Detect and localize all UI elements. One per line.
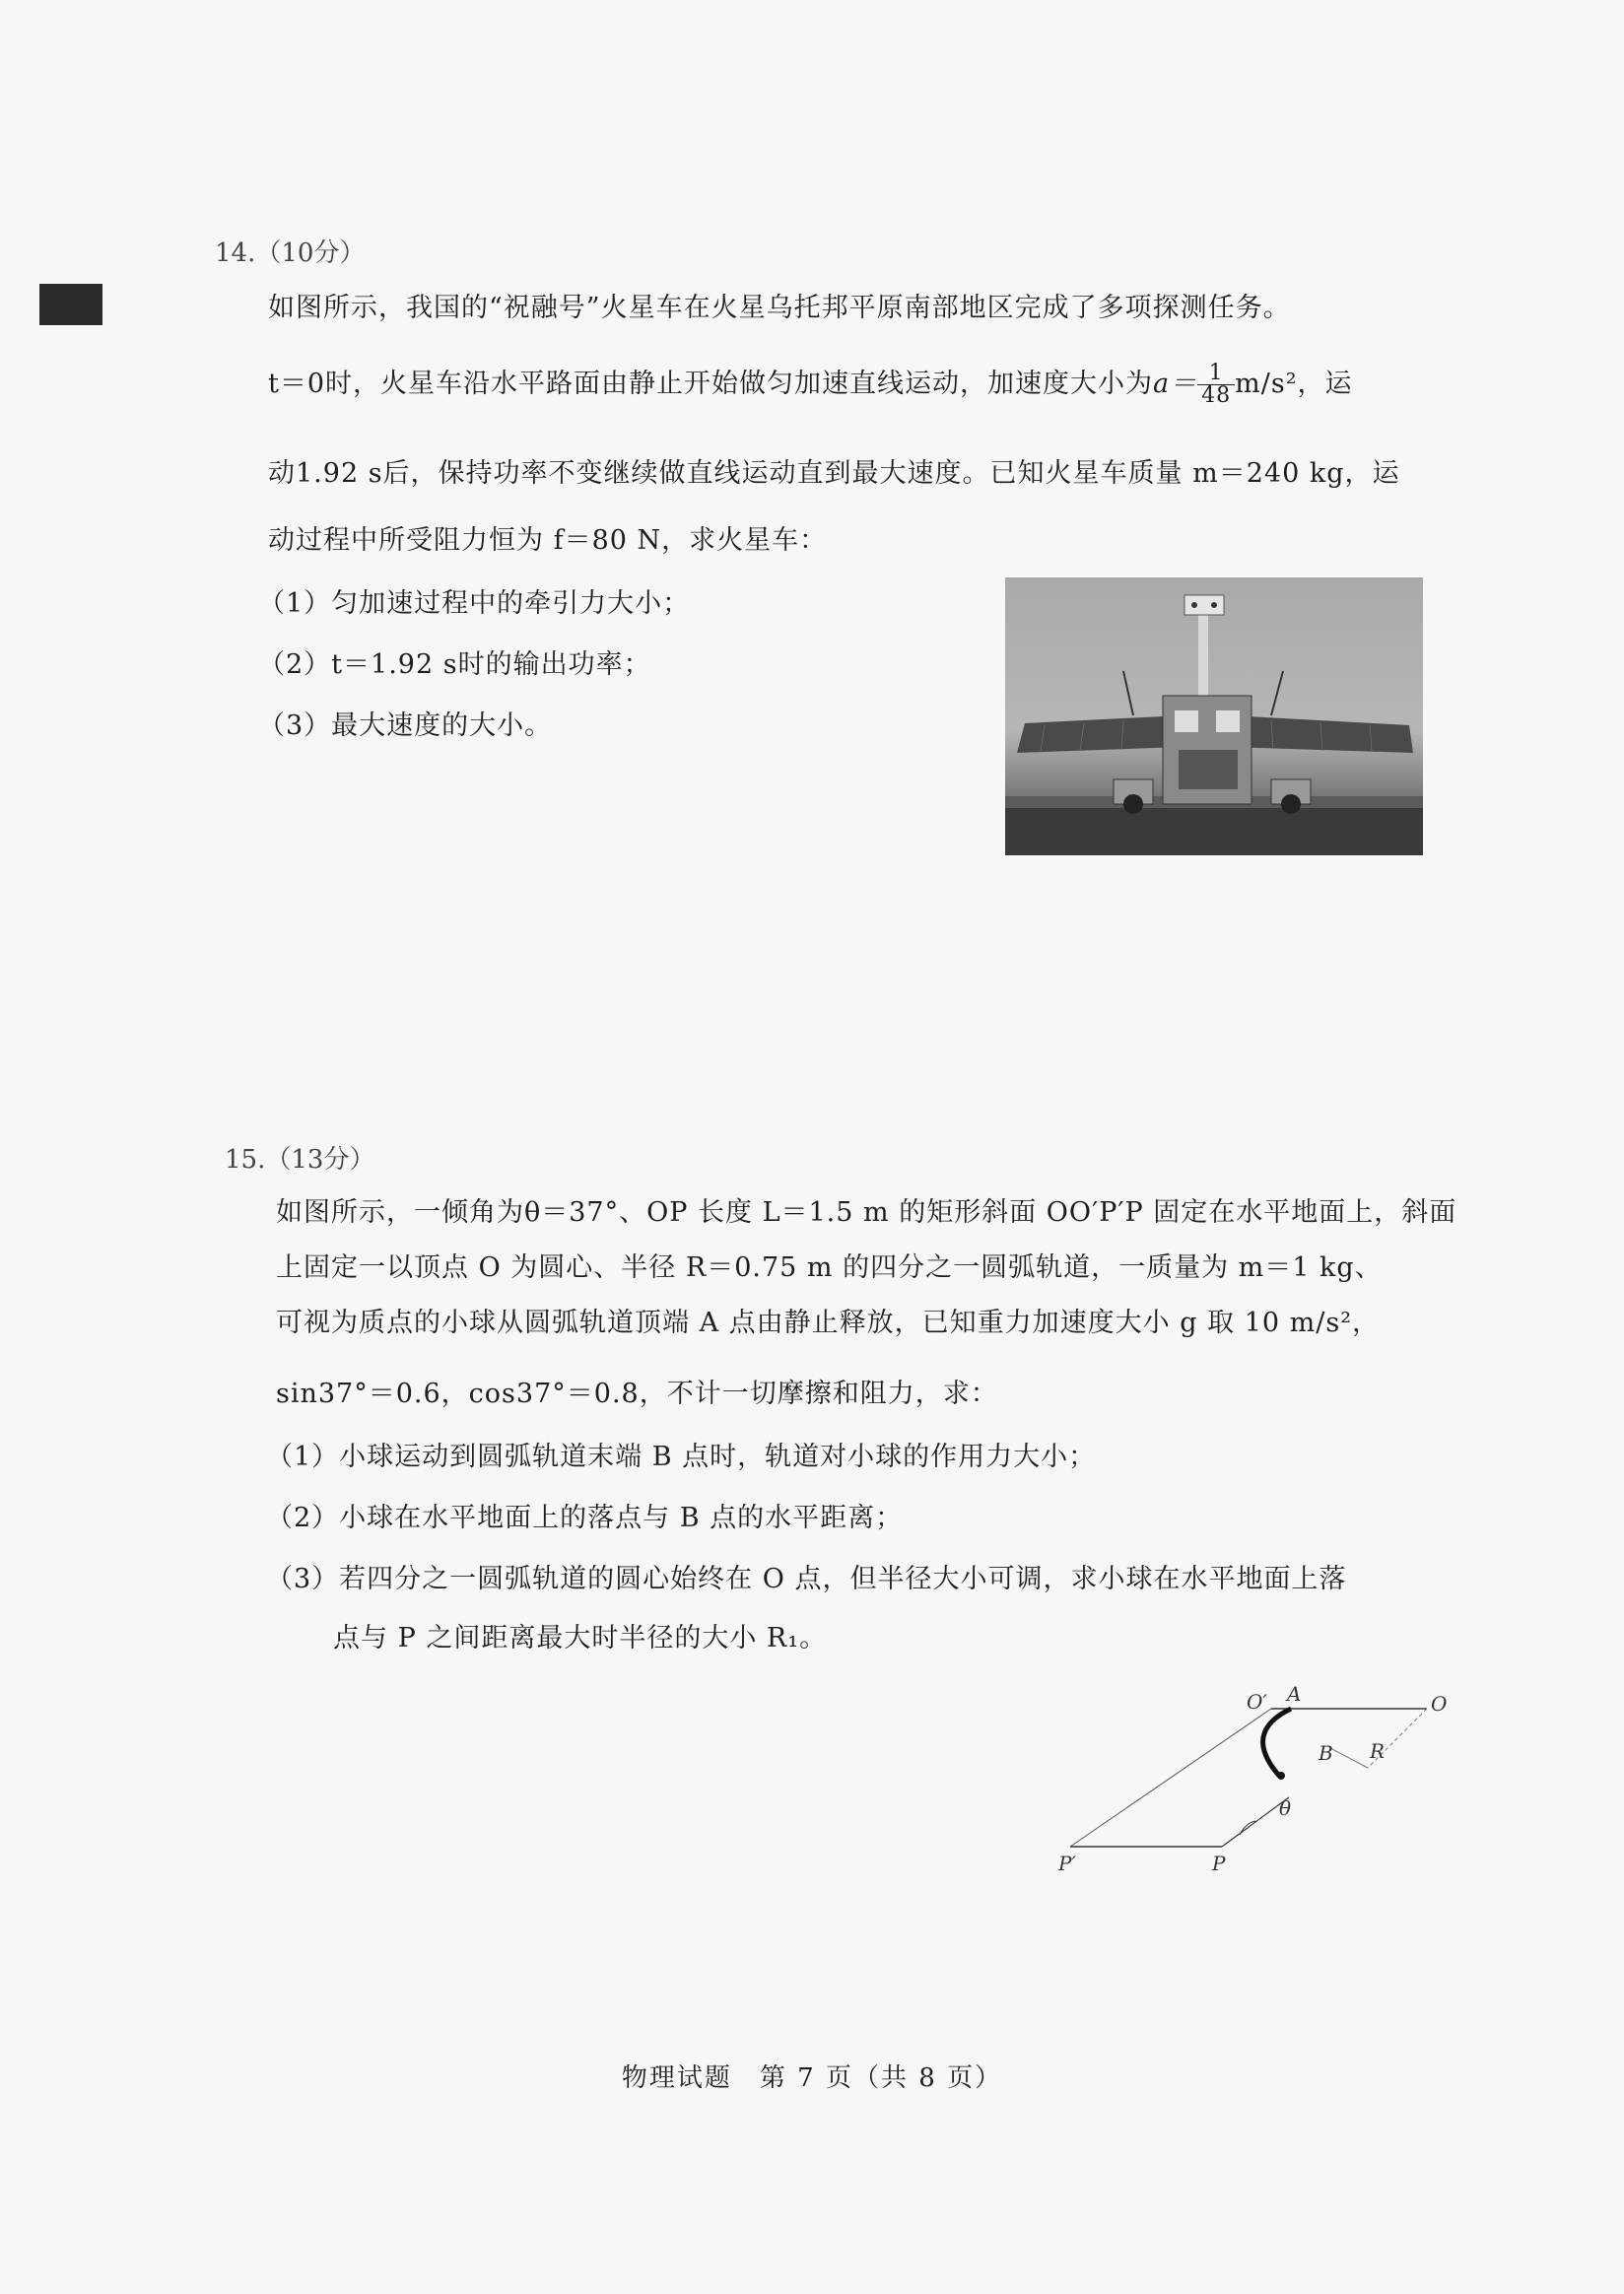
q14-line-2: t＝0时，火星车沿水平路面由静止开始做匀加速直线运动，加速度大小为a＝ $\frac{1}{48}$ m/s²，运 [268, 361, 1353, 408]
incline-arc-diagram [1045, 1675, 1478, 1892]
fraction-1-48: $\frac{1}{48}$ [1197, 363, 1235, 407]
q15-part-1: （1）小球运动到圆弧轨道末端 B 点时，轨道对小球的作用力大小； [266, 1442, 1097, 1472]
q15-line-1: 如图所示，一倾角为θ＝37°、OP 长度 L＝1.5 m 的矩形斜面 OO′P′P 固定在水平地面上，斜面 [276, 1197, 1457, 1228]
q15-part-2: （2）小球在水平地面上的落点与 B 点的水平距离； [266, 1503, 904, 1533]
q15-part-3-cont: 点与 P 之间距离最大时半径的大小 R₁。 [333, 1623, 828, 1653]
label-theta: θ [1279, 1796, 1292, 1820]
q14-line-4: 动过程中所受阻力恒为 f＝80 N，求火星车： [268, 525, 828, 556]
label-o-prime: O′ [1247, 1690, 1267, 1714]
label-r: R [1370, 1739, 1386, 1763]
q14-part-3: （3）最大速度的大小。 [258, 710, 553, 741]
q14-line-3: 动1.92 s后，保持功率不变继续做直线运动直到最大速度。已知火星车质量 m＝240 kg，运 [268, 458, 1400, 489]
scan-registration-mark [39, 284, 102, 325]
label-p-prime: P′ [1058, 1852, 1076, 1875]
label-b: B [1319, 1741, 1333, 1765]
label-p: P [1212, 1852, 1226, 1875]
q15-line-3: 可视为质点的小球从圆弧轨道顶端 A 点由静止释放，已知重力加速度大小 g 取 10 m/s²， [276, 1308, 1381, 1338]
page-footer: 物理试题 第 7 页（共 8 页） [621, 2063, 1003, 2093]
rover-illustration [1005, 577, 1423, 855]
mars-rover-photo [1005, 577, 1423, 855]
point-b [1277, 1772, 1285, 1780]
label-a: A [1287, 1682, 1302, 1706]
quarter-arc-track [1263, 1709, 1291, 1776]
q14-part-1: （1）匀加速过程中的牵引力大小； [258, 588, 691, 619]
q15-line-4: sin37°＝0.6，cos37°＝0.8，不计一切摩擦和阻力，求： [276, 1379, 998, 1409]
q14-part-2: （2）t＝1.92 s时的输出功率； [258, 649, 651, 680]
q15-line-2: 上固定一以顶点 O 为圆心、半径 R＝0.75 m 的四分之一圆弧轨道，一质量为 m＝1 kg、 [276, 1252, 1383, 1283]
q14-line-1: 如图所示，我国的“祝融号”火星车在火星乌托邦平原南部地区完成了多项探测任务。 [268, 293, 1291, 323]
q15-part-3: （3）若四分之一圆弧轨道的圆心始终在 O 点，但半径大小可调，求小球在水平地面上落 [266, 1564, 1347, 1594]
edge-o-prime-p-prime [1070, 1709, 1271, 1847]
question-15-number: 15.（13分） [225, 1145, 375, 1175]
label-o: O [1431, 1692, 1448, 1716]
question-14-number: 14.（10分） [215, 238, 366, 268]
